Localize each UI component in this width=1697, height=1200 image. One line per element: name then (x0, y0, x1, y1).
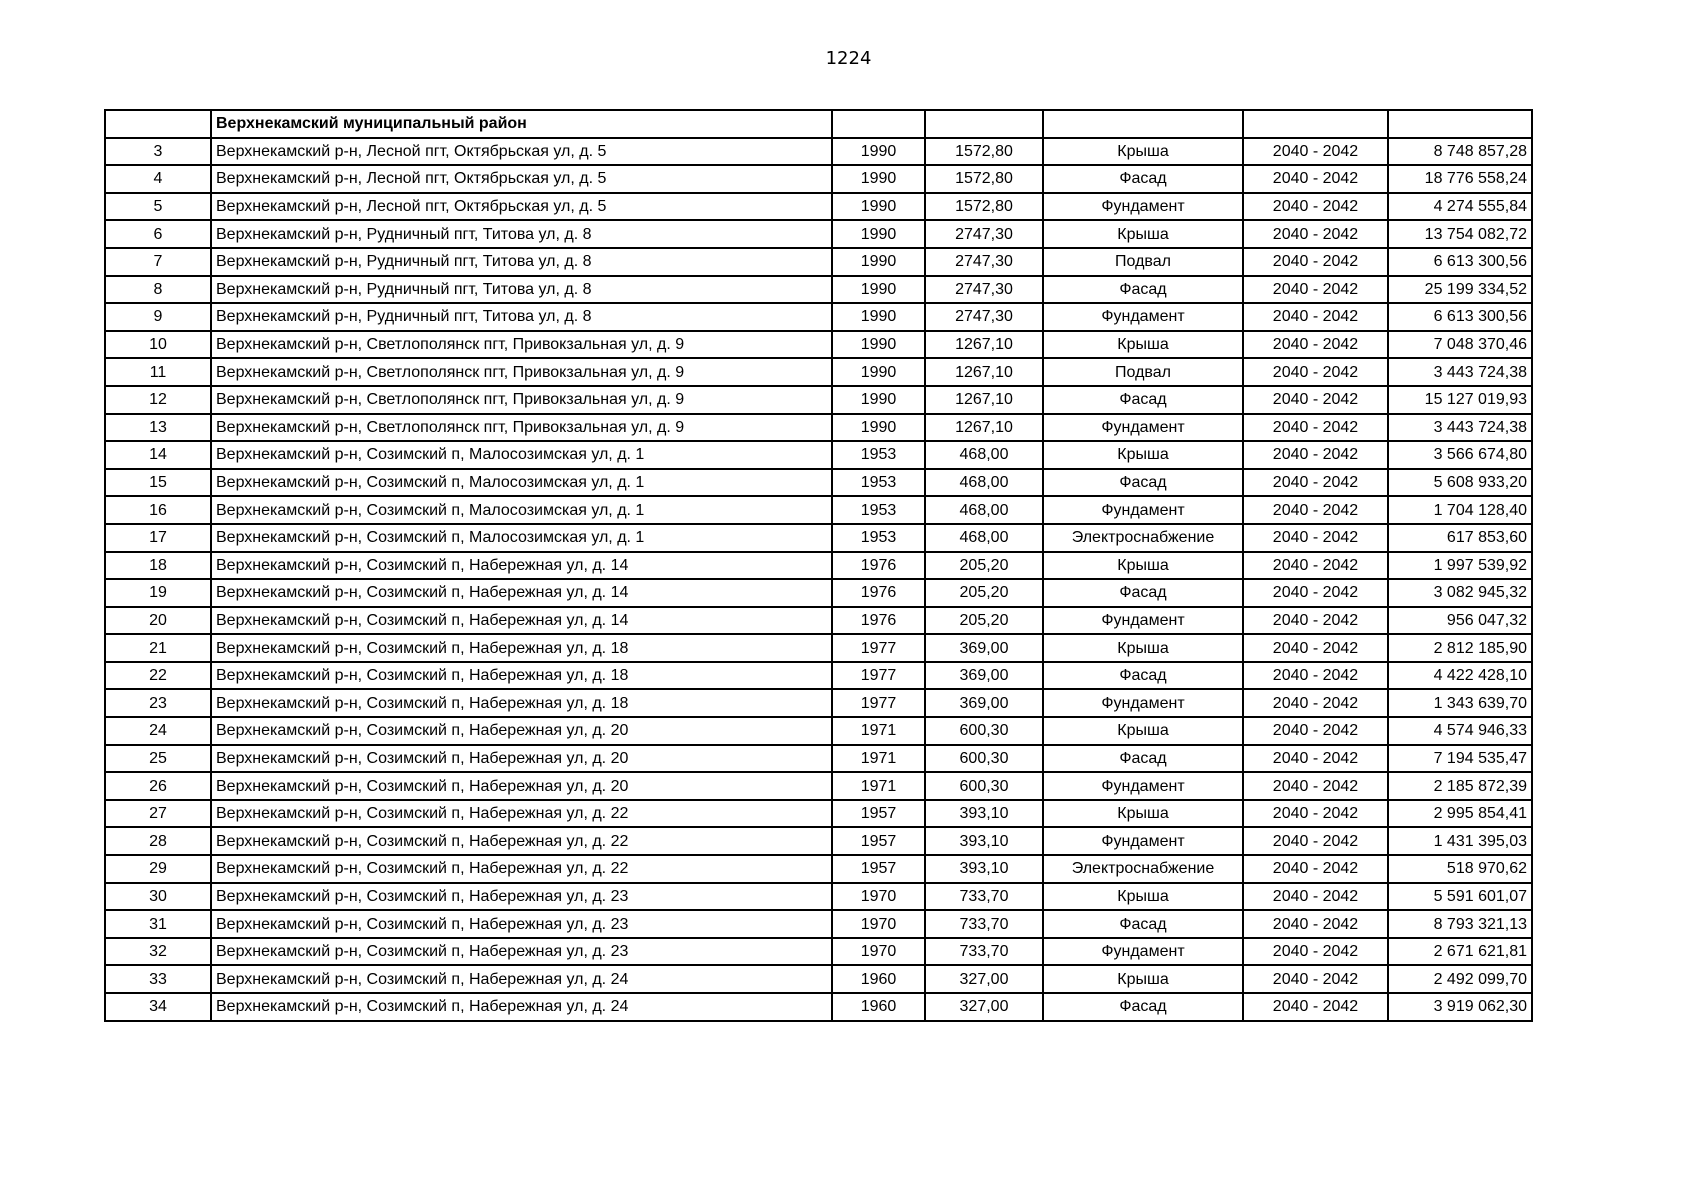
address-cell: Верхнекамский р-н, Лесной пгт, Октябрьская ул, д. 5 (211, 138, 832, 166)
address-cell: Верхнекамский р-н, Созимский п, Набережная ул, д. 22 (211, 827, 832, 855)
cost-cell: 617 853,60 (1388, 524, 1532, 552)
area-cell: 369,00 (925, 689, 1043, 717)
work-type-cell: Фасад (1043, 993, 1243, 1021)
address-cell: Верхнекамский р-н, Рудничный пгт, Титова ул, д. 8 (211, 248, 832, 276)
cost-cell: 518 970,62 (1388, 855, 1532, 883)
year-cell: 1960 (832, 993, 925, 1021)
year-cell: 1971 (832, 745, 925, 773)
area-cell: 1572,80 (925, 193, 1043, 221)
cost-cell: 2 185 872,39 (1388, 772, 1532, 800)
table-row (105, 165, 1532, 193)
cost-cell: 5 608 933,20 (1388, 469, 1532, 497)
year-cell: 1977 (832, 634, 925, 662)
cost-cell: 6 613 300,56 (1388, 303, 1532, 331)
row-number-cell: 24 (105, 717, 211, 745)
address-cell: Верхнекамский р-н, Созимский п, Набережная ул, д. 14 (211, 579, 832, 607)
year-cell: 1953 (832, 524, 925, 552)
period-cell: 2040 - 2042 (1243, 827, 1388, 855)
row-number-cell: 29 (105, 855, 211, 883)
cost-cell: 6 613 300,56 (1388, 248, 1532, 276)
period-cell: 2040 - 2042 (1243, 496, 1388, 524)
row-number-cell: 8 (105, 276, 211, 304)
year-cell: 1990 (832, 358, 925, 386)
area-cell: 733,70 (925, 910, 1043, 938)
work-type-cell: Подвал (1043, 248, 1243, 276)
area-cell: 733,70 (925, 883, 1043, 911)
section-header-empty-cell (1388, 110, 1532, 138)
address-cell: Верхнекамский р-н, Созимский п, Набережная ул, д. 23 (211, 910, 832, 938)
address-cell: Верхнекамский р-н, Созимский п, Набережная ул, д. 14 (211, 607, 832, 635)
area-cell: 733,70 (925, 938, 1043, 966)
period-cell: 2040 - 2042 (1243, 331, 1388, 359)
area-cell: 205,20 (925, 607, 1043, 635)
address-cell: Верхнекамский р-н, Созимский п, Набережная ул, д. 24 (211, 993, 832, 1021)
work-type-cell: Фасад (1043, 276, 1243, 304)
area-cell: 1267,10 (925, 331, 1043, 359)
table-row (105, 414, 1532, 442)
year-cell: 1990 (832, 303, 925, 331)
year-cell: 1977 (832, 662, 925, 690)
year-cell: 1990 (832, 386, 925, 414)
row-number-cell: 20 (105, 607, 211, 635)
year-cell: 1976 (832, 579, 925, 607)
table-row (105, 827, 1532, 855)
work-type-cell: Фундамент (1043, 607, 1243, 635)
work-type-cell: Крыша (1043, 441, 1243, 469)
year-cell: 1957 (832, 800, 925, 828)
address-cell: Верхнекамский р-н, Светлополянск пгт, Привокзальная ул, д. 9 (211, 331, 832, 359)
area-cell: 1267,10 (925, 358, 1043, 386)
work-type-cell: Крыша (1043, 883, 1243, 911)
address-cell: Верхнекамский р-н, Созимский п, Малосозимская ул, д. 1 (211, 469, 832, 497)
year-cell: 1957 (832, 855, 925, 883)
row-number-cell: 32 (105, 938, 211, 966)
address-cell: Верхнекамский р-н, Созимский п, Набережная ул, д. 18 (211, 689, 832, 717)
row-number-cell: 31 (105, 910, 211, 938)
table-row (105, 883, 1532, 911)
work-type-cell: Крыша (1043, 800, 1243, 828)
year-cell: 1990 (832, 220, 925, 248)
cost-cell: 3 082 945,32 (1388, 579, 1532, 607)
work-type-cell: Фундамент (1043, 193, 1243, 221)
table-row (105, 496, 1532, 524)
work-type-cell: Крыша (1043, 552, 1243, 580)
cost-cell: 5 591 601,07 (1388, 883, 1532, 911)
year-cell: 1990 (832, 414, 925, 442)
row-number-cell: 5 (105, 193, 211, 221)
table-row (105, 276, 1532, 304)
period-cell: 2040 - 2042 (1243, 607, 1388, 635)
work-type-cell: Фасад (1043, 386, 1243, 414)
table-row (105, 800, 1532, 828)
address-cell: Верхнекамский р-н, Созимский п, Набережная ул, д. 14 (211, 552, 832, 580)
work-type-cell: Фасад (1043, 910, 1243, 938)
section-header-empty-cell (105, 110, 211, 138)
work-type-cell: Электроснабжение (1043, 855, 1243, 883)
table-row (105, 910, 1532, 938)
cost-cell: 4 274 555,84 (1388, 193, 1532, 221)
cost-cell: 7 048 370,46 (1388, 331, 1532, 359)
period-cell: 2040 - 2042 (1243, 965, 1388, 993)
address-cell: Верхнекамский р-н, Лесной пгт, Октябрьская ул, д. 5 (211, 165, 832, 193)
year-cell: 1957 (832, 827, 925, 855)
cost-cell: 13 754 082,72 (1388, 220, 1532, 248)
year-cell: 1970 (832, 883, 925, 911)
area-cell: 205,20 (925, 552, 1043, 580)
address-cell: Верхнекамский р-н, Светлополянск пгт, Привокзальная ул, д. 9 (211, 386, 832, 414)
year-cell: 1990 (832, 138, 925, 166)
work-type-cell: Фундамент (1043, 303, 1243, 331)
cost-cell: 956 047,32 (1388, 607, 1532, 635)
table-row (105, 855, 1532, 883)
work-type-cell: Фундамент (1043, 827, 1243, 855)
work-type-cell: Фасад (1043, 579, 1243, 607)
table-row (105, 772, 1532, 800)
table-row (105, 441, 1532, 469)
address-cell: Верхнекамский р-н, Созимский п, Малосозимская ул, д. 1 (211, 524, 832, 552)
area-cell: 2747,30 (925, 303, 1043, 331)
table-row (105, 579, 1532, 607)
cost-cell: 2 671 621,81 (1388, 938, 1532, 966)
area-cell: 600,30 (925, 717, 1043, 745)
period-cell: 2040 - 2042 (1243, 469, 1388, 497)
address-cell: Верхнекамский р-н, Созимский п, Малосозимская ул, д. 1 (211, 441, 832, 469)
table-row (105, 524, 1532, 552)
registry-table (104, 109, 1533, 1022)
table-row (105, 662, 1532, 690)
address-cell: Верхнекамский р-н, Созимский п, Малосозимская ул, д. 1 (211, 496, 832, 524)
table-row (105, 993, 1532, 1021)
row-number-cell: 17 (105, 524, 211, 552)
work-type-cell: Фасад (1043, 469, 1243, 497)
table-row (105, 469, 1532, 497)
area-cell: 468,00 (925, 524, 1043, 552)
period-cell: 2040 - 2042 (1243, 689, 1388, 717)
year-cell: 1990 (832, 276, 925, 304)
area-cell: 2747,30 (925, 220, 1043, 248)
cost-cell: 3 919 062,30 (1388, 993, 1532, 1021)
work-type-cell: Крыша (1043, 138, 1243, 166)
row-number-cell: 21 (105, 634, 211, 662)
row-number-cell: 23 (105, 689, 211, 717)
work-type-cell: Крыша (1043, 717, 1243, 745)
row-number-cell: 14 (105, 441, 211, 469)
cost-cell: 1 431 395,03 (1388, 827, 1532, 855)
row-number-cell: 28 (105, 827, 211, 855)
row-number-cell: 6 (105, 220, 211, 248)
period-cell: 2040 - 2042 (1243, 745, 1388, 773)
work-type-cell: Фундамент (1043, 496, 1243, 524)
row-number-cell: 9 (105, 303, 211, 331)
row-number-cell: 26 (105, 772, 211, 800)
period-cell: 2040 - 2042 (1243, 386, 1388, 414)
row-number-cell: 19 (105, 579, 211, 607)
year-cell: 1990 (832, 331, 925, 359)
period-cell: 2040 - 2042 (1243, 248, 1388, 276)
row-number-cell: 4 (105, 165, 211, 193)
area-cell: 369,00 (925, 662, 1043, 690)
period-cell: 2040 - 2042 (1243, 165, 1388, 193)
address-cell: Верхнекамский р-н, Светлополянск пгт, Привокзальная ул, д. 9 (211, 414, 832, 442)
area-cell: 1572,80 (925, 138, 1043, 166)
address-cell: Верхнекамский р-н, Созимский п, Набережная ул, д. 18 (211, 662, 832, 690)
work-type-cell: Электроснабжение (1043, 524, 1243, 552)
cost-cell: 4 574 946,33 (1388, 717, 1532, 745)
area-cell: 2747,30 (925, 248, 1043, 276)
cost-cell: 2 492 099,70 (1388, 965, 1532, 993)
address-cell: Верхнекамский р-н, Рудничный пгт, Титова ул, д. 8 (211, 220, 832, 248)
address-cell: Верхнекамский р-н, Созимский п, Набережная ул, д. 23 (211, 938, 832, 966)
period-cell: 2040 - 2042 (1243, 938, 1388, 966)
row-number-cell: 15 (105, 469, 211, 497)
area-cell: 1572,80 (925, 165, 1043, 193)
period-cell: 2040 - 2042 (1243, 634, 1388, 662)
period-cell: 2040 - 2042 (1243, 414, 1388, 442)
period-cell: 2040 - 2042 (1243, 910, 1388, 938)
year-cell: 1990 (832, 248, 925, 276)
address-cell: Верхнекамский р-н, Созимский п, Набережная ул, д. 22 (211, 800, 832, 828)
table-row (105, 689, 1532, 717)
cost-cell: 8 793 321,13 (1388, 910, 1532, 938)
address-cell: Верхнекамский р-н, Рудничный пгт, Титова ул, д. 8 (211, 276, 832, 304)
section-header-empty-cell (925, 110, 1043, 138)
address-cell: Верхнекамский р-н, Рудничный пгт, Титова ул, д. 8 (211, 303, 832, 331)
cost-cell: 4 422 428,10 (1388, 662, 1532, 690)
section-header-empty-cell (1043, 110, 1243, 138)
period-cell: 2040 - 2042 (1243, 524, 1388, 552)
year-cell: 1953 (832, 496, 925, 524)
period-cell: 2040 - 2042 (1243, 441, 1388, 469)
period-cell: 2040 - 2042 (1243, 303, 1388, 331)
table-row (105, 331, 1532, 359)
area-cell: 393,10 (925, 827, 1043, 855)
table-row (105, 303, 1532, 331)
row-number-cell: 33 (105, 965, 211, 993)
section-header-row (105, 110, 1532, 138)
cost-cell: 7 194 535,47 (1388, 745, 1532, 773)
work-type-cell: Фундамент (1043, 772, 1243, 800)
year-cell: 1971 (832, 717, 925, 745)
period-cell: 2040 - 2042 (1243, 662, 1388, 690)
area-cell: 369,00 (925, 634, 1043, 662)
row-number-cell: 18 (105, 552, 211, 580)
year-cell: 1976 (832, 552, 925, 580)
year-cell: 1970 (832, 938, 925, 966)
row-number-cell: 27 (105, 800, 211, 828)
address-cell: Верхнекамский р-н, Созимский п, Набережная ул, д. 20 (211, 717, 832, 745)
cost-cell: 1 343 639,70 (1388, 689, 1532, 717)
year-cell: 1970 (832, 910, 925, 938)
period-cell: 2040 - 2042 (1243, 358, 1388, 386)
row-number-cell: 13 (105, 414, 211, 442)
cost-cell: 15 127 019,93 (1388, 386, 1532, 414)
cost-cell: 3 443 724,38 (1388, 414, 1532, 442)
year-cell: 1976 (832, 607, 925, 635)
period-cell: 2040 - 2042 (1243, 220, 1388, 248)
period-cell: 2040 - 2042 (1243, 800, 1388, 828)
row-number-cell: 22 (105, 662, 211, 690)
address-cell: Верхнекамский р-н, Созимский п, Набережная ул, д. 20 (211, 772, 832, 800)
table-row (105, 634, 1532, 662)
row-number-cell: 3 (105, 138, 211, 166)
address-cell: Верхнекамский р-н, Созимский п, Набережная ул, д. 24 (211, 965, 832, 993)
table-row (105, 552, 1532, 580)
row-number-cell: 12 (105, 386, 211, 414)
work-type-cell: Крыша (1043, 220, 1243, 248)
row-number-cell: 25 (105, 745, 211, 773)
table-row (105, 220, 1532, 248)
cost-cell: 1 704 128,40 (1388, 496, 1532, 524)
table-row (105, 607, 1532, 635)
area-cell: 2747,30 (925, 276, 1043, 304)
address-cell: Верхнекамский р-н, Созимский п, Набережная ул, д. 18 (211, 634, 832, 662)
table-row (105, 745, 1532, 773)
address-cell: Верхнекамский р-н, Созимский п, Набережная ул, д. 20 (211, 745, 832, 773)
row-number-cell: 10 (105, 331, 211, 359)
work-type-cell: Фасад (1043, 165, 1243, 193)
cost-cell: 3 443 724,38 (1388, 358, 1532, 386)
section-header-empty-cell (832, 110, 925, 138)
work-type-cell: Фундамент (1043, 689, 1243, 717)
area-cell: 327,00 (925, 965, 1043, 993)
area-cell: 393,10 (925, 855, 1043, 883)
period-cell: 2040 - 2042 (1243, 993, 1388, 1021)
year-cell: 1990 (832, 193, 925, 221)
page-number: 1224 (825, 48, 872, 69)
area-cell: 327,00 (925, 993, 1043, 1021)
table-row (105, 138, 1532, 166)
year-cell: 1960 (832, 965, 925, 993)
year-cell: 1953 (832, 441, 925, 469)
year-cell: 1977 (832, 689, 925, 717)
address-cell: Верхнекамский р-н, Лесной пгт, Октябрьская ул, д. 5 (211, 193, 832, 221)
cost-cell: 2 812 185,90 (1388, 634, 1532, 662)
period-cell: 2040 - 2042 (1243, 138, 1388, 166)
table-row (105, 717, 1532, 745)
area-cell: 600,30 (925, 772, 1043, 800)
row-number-cell: 11 (105, 358, 211, 386)
year-cell: 1971 (832, 772, 925, 800)
period-cell: 2040 - 2042 (1243, 717, 1388, 745)
area-cell: 468,00 (925, 441, 1043, 469)
address-cell: Верхнекамский р-н, Созимский п, Набережная ул, д. 23 (211, 883, 832, 911)
year-cell: 1990 (832, 165, 925, 193)
row-number-cell: 16 (105, 496, 211, 524)
area-cell: 468,00 (925, 469, 1043, 497)
area-cell: 393,10 (925, 800, 1043, 828)
row-number-cell: 7 (105, 248, 211, 276)
work-type-cell: Крыша (1043, 965, 1243, 993)
period-cell: 2040 - 2042 (1243, 855, 1388, 883)
area-cell: 468,00 (925, 496, 1043, 524)
address-cell: Верхнекамский р-н, Созимский п, Набережная ул, д. 22 (211, 855, 832, 883)
cost-cell: 1 997 539,92 (1388, 552, 1532, 580)
table-body (105, 110, 1532, 1021)
cost-cell: 8 748 857,28 (1388, 138, 1532, 166)
work-type-cell: Крыша (1043, 634, 1243, 662)
table-row (105, 193, 1532, 221)
work-type-cell: Подвал (1043, 358, 1243, 386)
cost-cell: 2 995 854,41 (1388, 800, 1532, 828)
table-row (105, 938, 1532, 966)
table-row (105, 358, 1532, 386)
area-cell: 600,30 (925, 745, 1043, 773)
period-cell: 2040 - 2042 (1243, 772, 1388, 800)
work-type-cell: Фасад (1043, 662, 1243, 690)
area-cell: 1267,10 (925, 414, 1043, 442)
address-cell: Верхнекамский р-н, Светлополянск пгт, Привокзальная ул, д. 9 (211, 358, 832, 386)
period-cell: 2040 - 2042 (1243, 193, 1388, 221)
cost-cell: 3 566 674,80 (1388, 441, 1532, 469)
period-cell: 2040 - 2042 (1243, 579, 1388, 607)
table-row (105, 965, 1532, 993)
area-cell: 205,20 (925, 579, 1043, 607)
period-cell: 2040 - 2042 (1243, 276, 1388, 304)
work-type-cell: Фундамент (1043, 414, 1243, 442)
work-type-cell: Фасад (1043, 745, 1243, 773)
row-number-cell: 34 (105, 993, 211, 1021)
area-cell: 1267,10 (925, 386, 1043, 414)
work-type-cell: Крыша (1043, 331, 1243, 359)
table-row (105, 386, 1532, 414)
cost-cell: 18 776 558,24 (1388, 165, 1532, 193)
cost-cell: 25 199 334,52 (1388, 276, 1532, 304)
work-type-cell: Фундамент (1043, 938, 1243, 966)
table-row (105, 248, 1532, 276)
period-cell: 2040 - 2042 (1243, 552, 1388, 580)
section-title: Верхнекамский муниципальный район (211, 110, 832, 138)
year-cell: 1953 (832, 469, 925, 497)
section-header-empty-cell (1243, 110, 1388, 138)
row-number-cell: 30 (105, 883, 211, 911)
period-cell: 2040 - 2042 (1243, 883, 1388, 911)
